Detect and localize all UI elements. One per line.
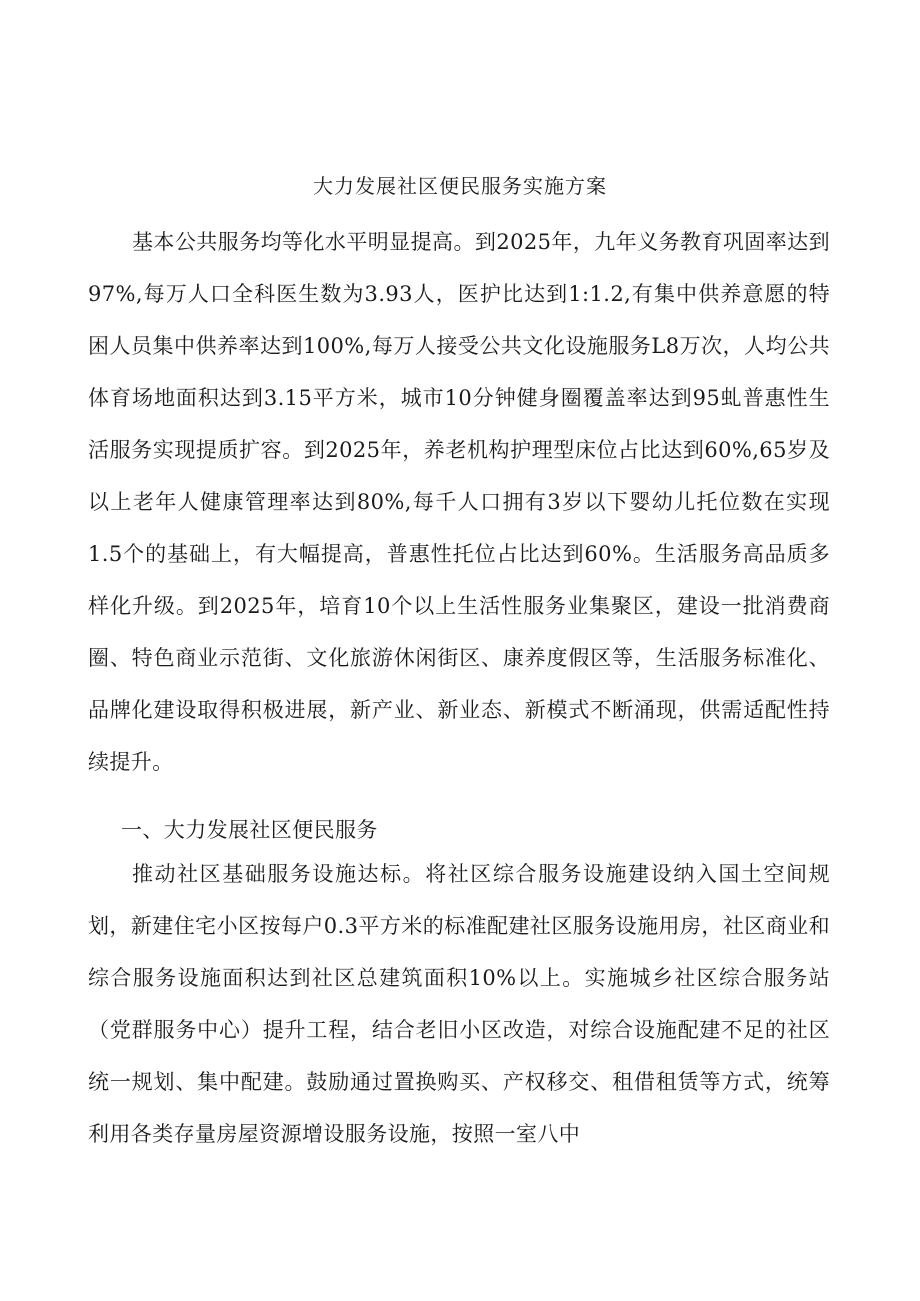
body-paragraph: 推动社区基础服务设施达标。将社区综合服务设施建设纳入国土空间规划，新建住宅小区按每户0.3平方米的标准配建社区服务设施用房，社区商业和综合服务设施面积达到社区总建筑面积10%以上。实施城乡社区综合服务站（党群服务中心）提升工程，结合老旧小区改造，对综合设施配建不足的社区统一规划、集中配建。鼓励通过置换购买、产权移交、租借租赁等方式，统筹利用各类存量房屋资源增设服务设施，按照一室八中 (88, 862, 830, 1146)
document-title: 大力发展社区便民服务实施方案 (313, 174, 607, 198)
body-paragraph: 基本公共服务均等化水平明显提高。到2025年，九年义务教育巩固率达到97%,每万人口全科医生数为3.93人，医护比达到1:1.2,有集中供养意愿的特困人员集中供养率达到100%,每万人接受公共文化设施服务L8万次，人均公共体育场地面积达到3.15平方米，城市10分钟健身圈覆盖率达到95虬普惠性生活服务实现提质扩容。到2025年，养老机构护理型床位占比达到60%,65岁及以上老年人健康管理率达到80%,每千人口拥有3岁以下婴幼儿托位数在实现1.5个的基础上，有大幅提高，普惠性托位占比达到60%。生活服务高品质多样化升级。到2025年，培育10个以上生活性服务业集聚区，建设一批消费商圈、特色商业示范街、文化旅游休闲街区、康养度假区等，生活服务标准化、品牌化建设取得积极进展，新产业、新业态、新模式不断涌现，供需适配性持续提升。 (88, 230, 830, 774)
section-heading: 一、大力发展社区便民服务 (121, 818, 378, 842)
